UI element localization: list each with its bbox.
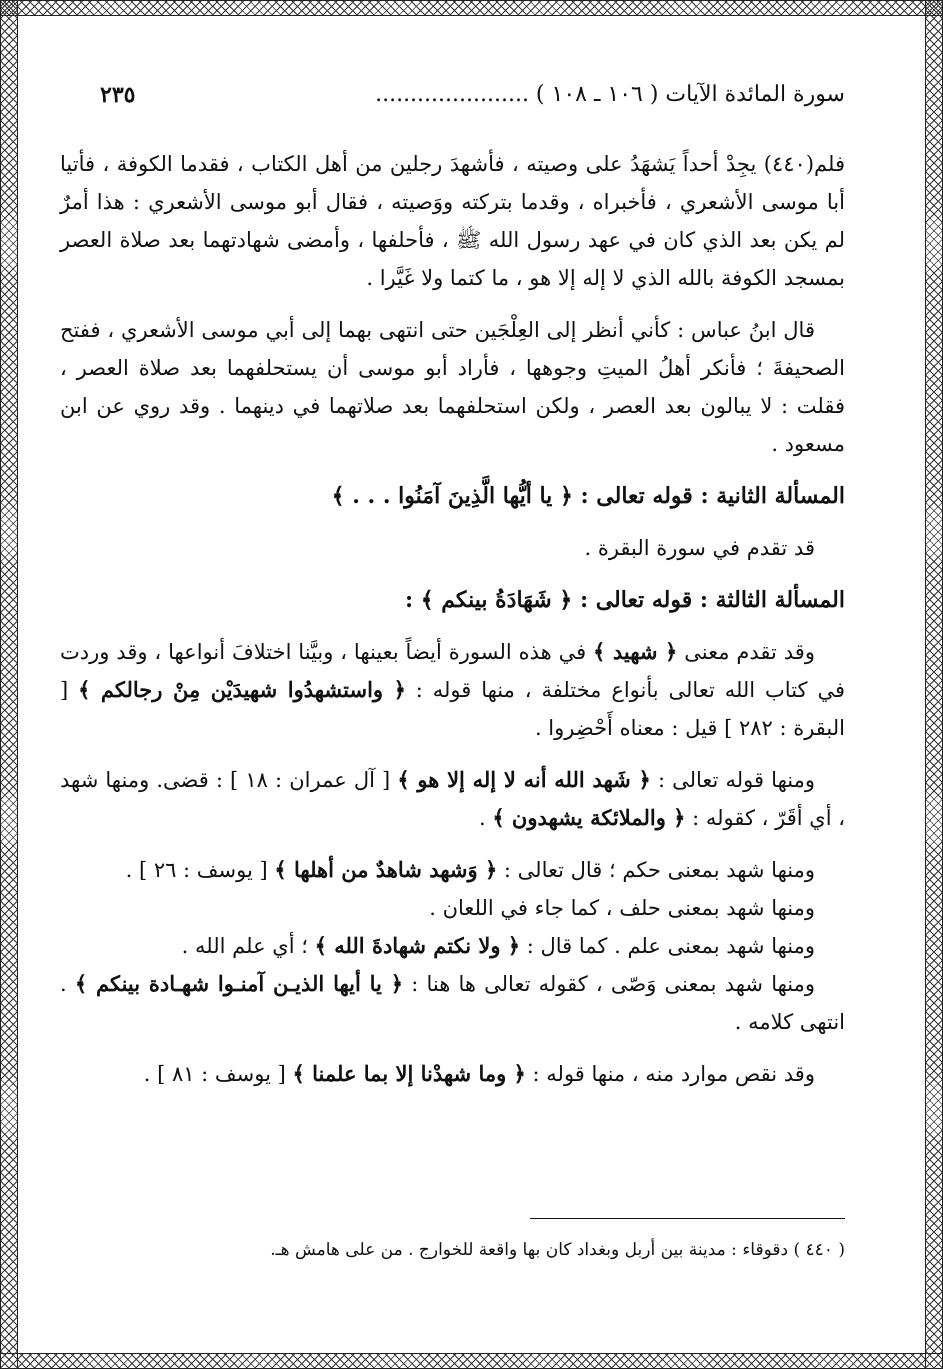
quran-quote: ﴿ شَهد الله أنه لا إله إلا هو ﴾ — [397, 767, 651, 792]
text-span: وقد نقص موارد منه ، منها قوله : — [525, 1062, 815, 1086]
text-span: . — [478, 806, 493, 830]
paragraph-5 — [60, 761, 845, 837]
paragraph-2: قال ابنُ عباس : كأني أنظر إلى العِلْجَين حتى انتهى بهما إلى أبي موسى الأشعري ، ففتح الصحيفةَ ؛ فأنكر أهلُ الميتِ وجوهها ، فأراد أبو موسى أن يستحلفهما بعد صلاة العصر ، فقلت : لا يبالون بعد العصر ، ولكن استحلفهما بعد صلاتهما في دينهما . وقد روي عن ابن مسعود . — [60, 318, 845, 456]
quran-quote: ﴿ والملائكة يشهدون ﴾ — [492, 805, 686, 830]
text-span: ومنها شهد بمعنى وَصّى ، كقوله تعالى ها هنا : — [403, 972, 815, 996]
ornamental-border-right — [925, 0, 943, 1369]
main-text — [60, 145, 845, 1107]
ornamental-border-top — [0, 0, 943, 16]
quran-quote: ﴿ شهيد ﴾ — [593, 639, 678, 664]
text-span: [ البقرة : ٢٨٢ ] قيل : معناه أَحْضِروا . — [60, 678, 845, 740]
text-span: ؛ أي علم الله . — [181, 934, 315, 958]
paragraph-7: ومنها شهد بمعنى حلف ، كما جاء في اللعان . — [429, 896, 815, 920]
quran-quote: ﴿ ولا نكتم شهادةَ الله ﴾ — [314, 933, 521, 958]
paragraph-6 — [60, 851, 845, 889]
paragraph-9 — [60, 965, 845, 1041]
quran-quote: ﴿ واستشهدُوا شهيدَيْن مِنْ رجالكم ﴾ — [78, 677, 406, 702]
paragraph-8 — [60, 927, 845, 965]
quran-quote: ﴿ وَشهد شاهدٌ من أهلها ﴾ — [274, 857, 498, 882]
paragraph-10 — [60, 1055, 845, 1093]
footnote-separator — [530, 1218, 845, 1219]
text-span: [ يوسف : ٨١ ] . — [143, 1062, 293, 1086]
text-span: ومنها شهد بمعنى حكم ؛ قال تعالى : — [497, 858, 815, 882]
text-span: وقد تقدم معنى — [677, 640, 815, 664]
page-number: ٢٣٥ — [100, 82, 136, 108]
text-span: [ يوسف : ٢٦ ] . — [125, 858, 275, 882]
running-title: سورة المائدة الآيات ( ١٠٦ ـ ١٠٨ ) ...................... — [375, 82, 845, 107]
page-content — [60, 70, 845, 1330]
text-span: ومنها قوله تعالى : — [650, 768, 815, 792]
page-header — [60, 82, 845, 122]
section-heading-2: المسألة الثانية : قوله تعالى : ﴿ يا أيُّها الَّذِينَ آمَنُوا . . . ﴾ — [331, 483, 845, 509]
paragraph-3: قد تقدم في سورة البقرة . — [584, 536, 815, 560]
quran-quote: ﴿ وما شهدْنا إلا بما علمنا ﴾ — [292, 1061, 526, 1086]
text-span: . انتهى كلامه . — [60, 972, 845, 1034]
section-heading-3: المسألة الثالثة : قوله تعالى : ﴿ شَهَادَةُ بينكم ﴾ : — [404, 587, 845, 613]
footnote: ( ٤٤٠ ) دقوقاء : مدينة بين أربل وبغداد كان بها واقعة للخوارج . من على هامش هـ. — [270, 1240, 845, 1260]
paragraph-1: فلم(٤٤٠) يجِدْ أحداً يَشهَدُ على وصيته ، فأشهدَ رجلين من أهل الكتاب ، فقدما الكوفة ، فأتيا أبا موسى الأشعري ، فأخبراه ، وقدما بتركته ووَصيته ، فقال أبو موسى الأشعري : هذا أمرٌ لم يكن بعد الذي كان في عهد رسول الله ﷺ ، فأحلفها ، وأمضى شهادتهما بعد صلاة العصر بمسجد الكوفة بالله الذي لا إله إلا هو ، ما كتما ولا غَيَّرا . — [60, 152, 845, 290]
paragraph-4 — [60, 633, 845, 747]
text-span: ومنها شهد بمعنى علم . كما قال : — [520, 934, 815, 958]
text-span: [ آل عمران : ١٨ ] : قضى. ومنها شهد ، أي أقَرّ ، كقوله : — [60, 768, 845, 830]
text-span: في هذه السورة أيضاً بعينها ، وبيَّنا اختلافَ أنواعها ، وقد وردت في كتاب الله تعالى بأنواع مختلفة ، منها قوله : — [60, 640, 845, 702]
ornamental-border-left — [0, 0, 18, 1369]
quran-quote: ﴿ يا أيها الذيـن آمنـوا شهـادة بينكم ﴾ — [74, 971, 404, 996]
ornamental-border-bottom — [0, 1353, 943, 1369]
